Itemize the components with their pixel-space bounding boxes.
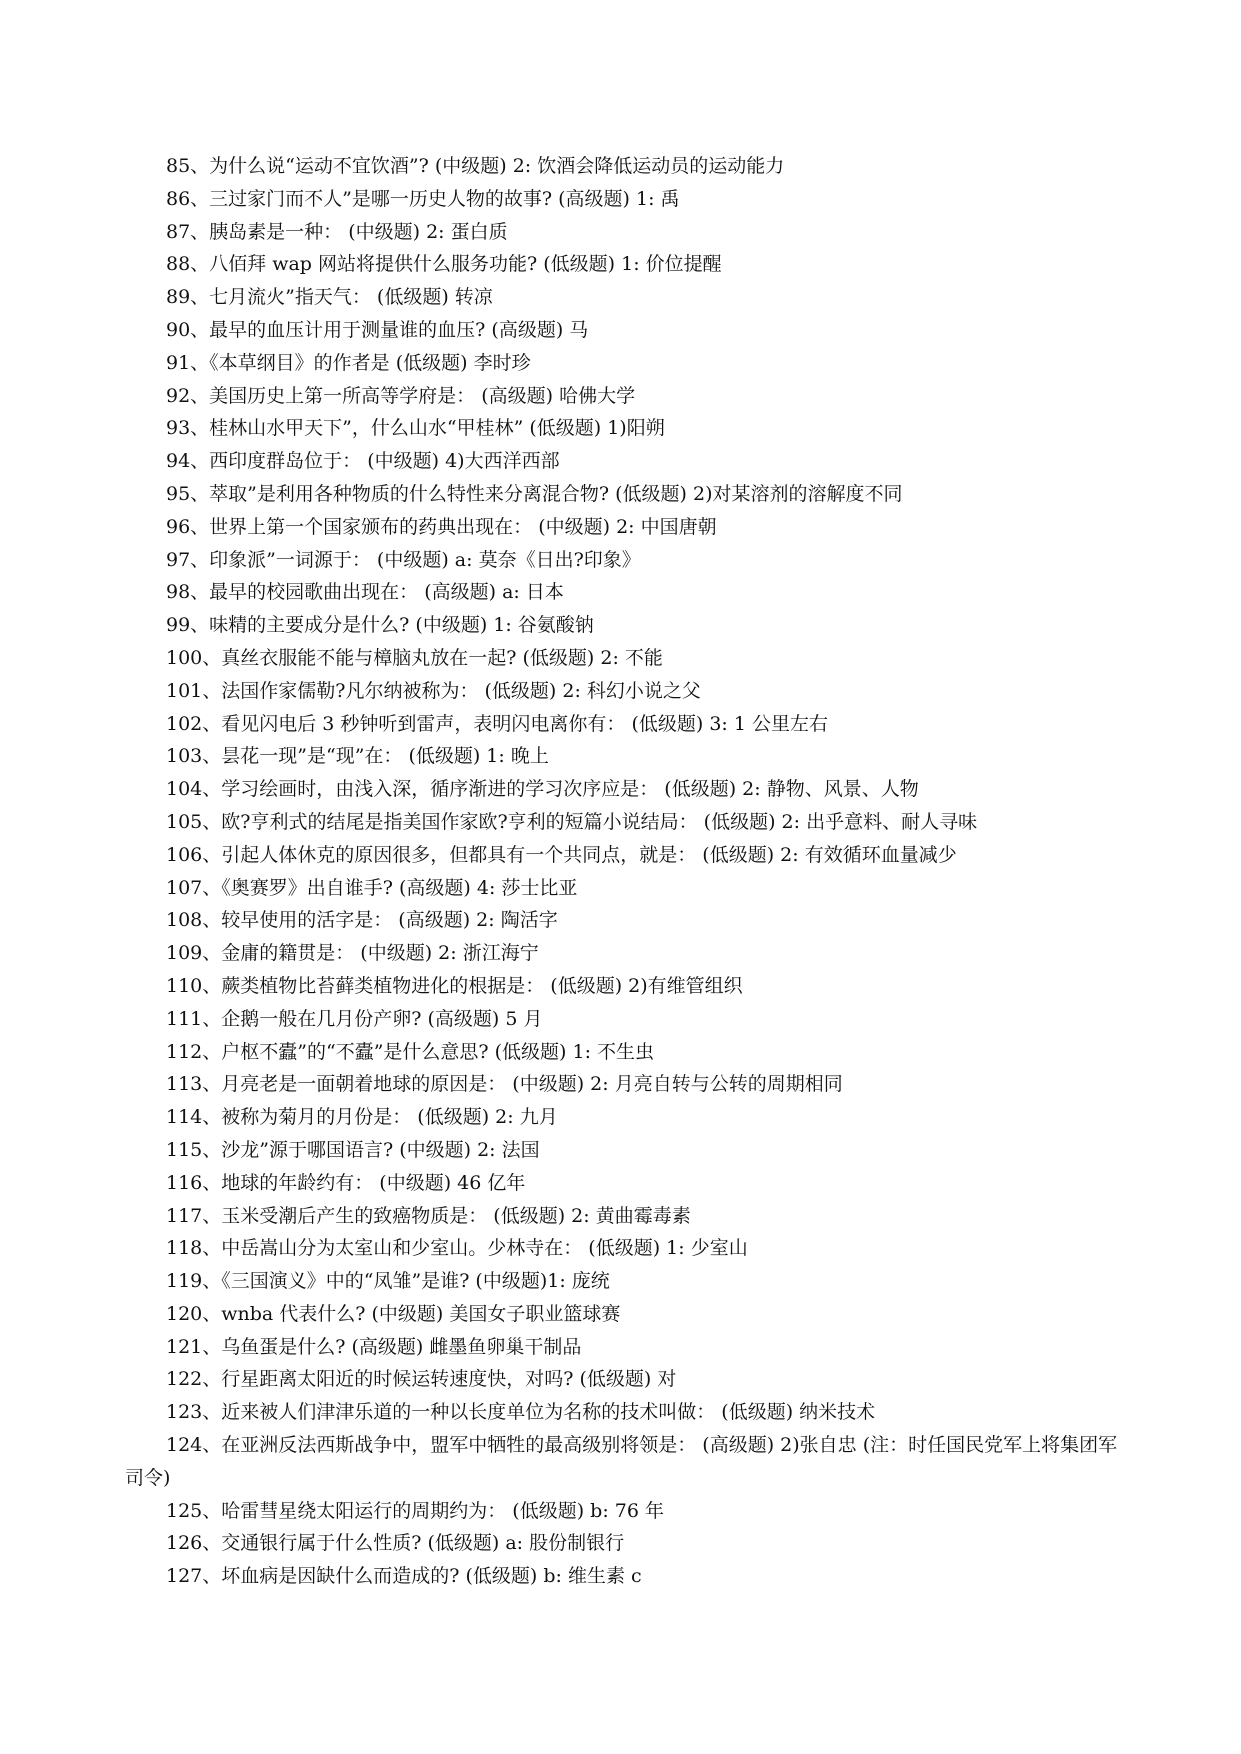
question-item: 124、在亚洲反法西斯战争中，盟军中牺牲的最高级别将领是： (高级题) 2)张自忠 (注：时任国民党军上将集团军司令) — [125, 1434, 1118, 1489]
question-item: 95、萃取”是利用各种物质的什么特性来分离混合物? (低级题) 2)对某溶剂的溶解度不同 — [166, 482, 903, 505]
question-item: 115、沙龙”源于哪国语言? (中级题) 2: 法国 — [166, 1138, 540, 1161]
question-item: 103、昙花一现”是“现”在： (低级题) 1: 晚上 — [166, 745, 549, 768]
question-item: 111、企鹅一般在几月份产卵? (高级题) 5 月 — [166, 1007, 543, 1030]
question-item: 104、学习绘画时，由浅入深，循序渐进的学习次序应是： (低级题) 2: 静物、风景、人物 — [166, 778, 919, 801]
question-item: 96、世界上第一个国家颁布的药典出现在： (中级题) 2: 中国唐朝 — [166, 515, 717, 538]
question-item: 102、看见闪电后 3 秒钟听到雷声，表明闪电离你有： (低级题) 3: 1 公里左右 — [166, 712, 828, 735]
question-item: 101、法国作家儒勒?凡尔纳被称为： (低级题) 2: 科幻小说之父 — [166, 679, 701, 702]
question-item: 114、被称为菊月的月份是： (低级题) 2: 九月 — [166, 1106, 558, 1129]
question-item: 109、金庸的籍贯是： (中级题) 2: 浙江海宁 — [166, 942, 539, 965]
question-item: 91、《本草纲目》的作者是 (低级题) 李时珍 — [166, 351, 531, 374]
question-item: 87、胰岛素是一种： (中级题) 2: 蛋白质 — [166, 220, 508, 243]
question-item: 126、交通银行属于什么性质? (低级题) a: 股份制银行 — [166, 1532, 625, 1555]
question-item: 105、欧?亨利式的结尾是指美国作家欧?亨利的短篇小说结局： (低级题) 2: 出乎意料、耐人寻味 — [166, 810, 978, 833]
question-item: 123、近来被人们津津乐道的一种以长度单位为名称的技术叫做： (低级题) 纳米技术 — [166, 1401, 876, 1424]
question-item: 89、七月流火”指天气： (低级题) 转凉 — [166, 286, 493, 309]
question-item: 106、引起人体休克的原因很多，但都具有一个共同点，就是： (低级题) 2: 有效循环血量减少 — [166, 843, 957, 866]
question-item: 116、地球的年龄约有： (中级题) 46 亿年 — [166, 1171, 526, 1194]
question-item: 120、wnba 代表什么? (中级题) 美国女子职业篮球赛 — [166, 1302, 621, 1325]
question-item: 110、蕨类植物比苔藓类植物进化的根据是： (低级题) 2)有维管组织 — [166, 974, 743, 997]
question-item: 98、最早的校园歌曲出现在： (高级题) a: 日本 — [166, 581, 564, 604]
question-item: 86、三过家门而不人”是哪一历史人物的故事? (高级题) 1: 禹 — [166, 187, 680, 210]
question-item: 118、中岳嵩山分为太室山和少室山。少林寺在： (低级题) 1: 少室山 — [166, 1237, 748, 1260]
question-item: 93、桂林山水甲天下”，什么山水“甲桂林” (低级题) 1)阳朔 — [166, 417, 665, 440]
question-item: 92、美国历史上第一所高等学府是： (高级题) 哈佛大学 — [166, 384, 636, 407]
question-item: 119、《三国演义》中的“凤雏”是谁? (中级题)1: 庞统 — [166, 1270, 610, 1293]
question-item: 100、真丝衣服能不能与樟脑丸放在一起? (低级题) 2: 不能 — [166, 646, 663, 669]
question-item: 125、哈雷彗星绕太阳运行的周期约为： (低级题) b: 76 年 — [166, 1499, 664, 1522]
question-item: 122、行星距离太阳近的时候运转速度快，对吗? (低级题) 对 — [166, 1368, 677, 1391]
question-list — [125, 150, 1125, 1593]
question-item: 94、西印度群岛位于： (中级题) 4)大西洋西部 — [166, 450, 560, 473]
question-item: 121、乌鱼蛋是什么? (高级题) 雌墨鱼卵巢干制品 — [166, 1335, 582, 1358]
question-item: 97、印象派”一词源于： (中级题) a: 莫奈《日出?印象》 — [166, 548, 641, 571]
question-item: 127、坏血病是因缺什么而造成的? (低级题) b: 维生素 c — [166, 1565, 642, 1588]
question-item: 85、为什么说“运动不宜饮酒”? (中级题) 2: 饮酒会降低运动员的运动能力 — [166, 155, 785, 177]
question-item: 107、《奥赛罗》出自谁手? (高级题) 4: 莎士比亚 — [166, 876, 578, 899]
question-item: 113、月亮老是一面朝着地球的原因是： (中级题) 2: 月亮自转与公转的周期相同 — [166, 1073, 843, 1096]
question-item: 108、较早使用的活字是： (高级题) 2: 陶活字 — [166, 909, 558, 932]
question-item: 112、户枢不蠹”的“不蠹”是什么意思? (低级题) 1: 不生虫 — [166, 1040, 655, 1063]
question-item: 117、玉米受潮后产生的致癌物质是： (低级题) 2: 黄曲霉毒素 — [166, 1204, 691, 1227]
question-item: 99、味精的主要成分是什么? (中级题) 1: 谷氨酸钠 — [166, 614, 594, 637]
question-item: 88、八佰拜 wap 网站将提供什么服务功能? (低级题) 1: 价位提醒 — [166, 253, 722, 276]
question-item: 90、最早的血压计用于测量谁的血压? (高级题) 马 — [166, 318, 589, 341]
